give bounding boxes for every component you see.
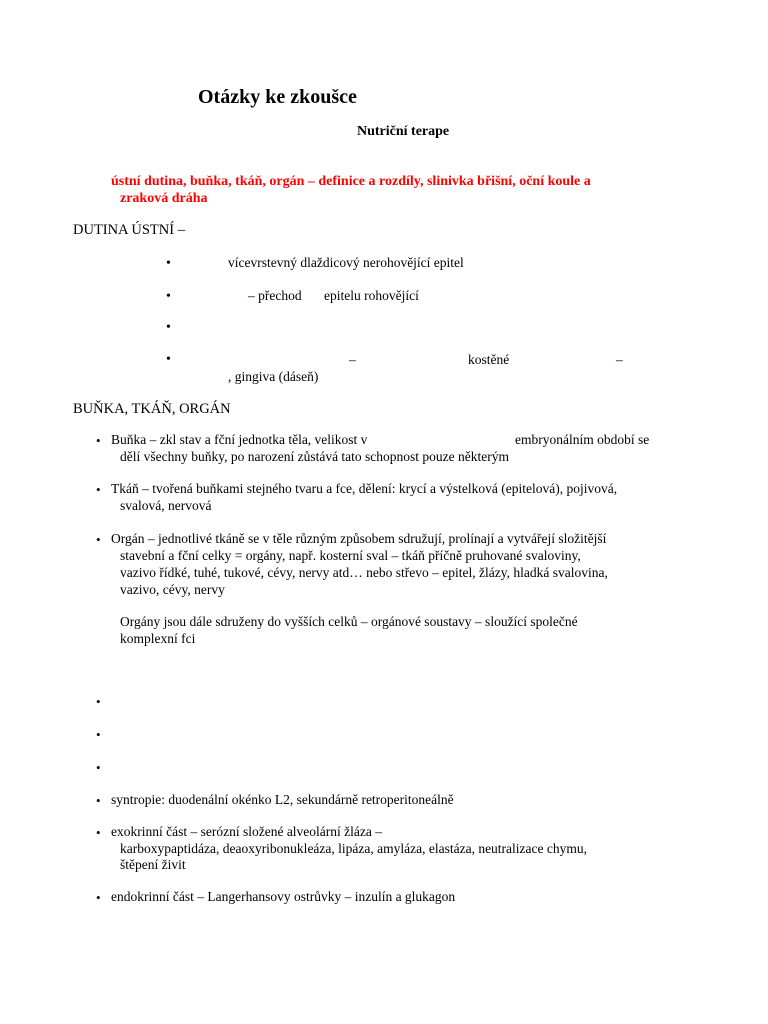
list-item-text: Orgán – jednotlivé tkáně se v těle různým způsobem sdružují, prolínají a vytvářejí složitější: [111, 531, 607, 546]
red-heading-line2: zraková dráha: [120, 191, 208, 206]
page-subtitle: Nutriční terape: [357, 124, 450, 139]
list-item-text: štěpení živit: [120, 857, 186, 872]
list-item-text: – přechod: [248, 288, 302, 303]
bullet-marker: •: [96, 825, 101, 840]
section-heading-dutina: DUTINA ÚSTNÍ –: [73, 222, 185, 238]
list-item-text: –: [349, 352, 356, 367]
list-item-text: vícevrstevný dlaždicový nerohovějící epitel: [228, 255, 464, 270]
list-item-text: svalová, nervová: [120, 498, 212, 513]
bullet-marker: •: [96, 482, 101, 497]
list-item-text: vazivo, cévy, nervy: [120, 582, 225, 597]
bullet-marker: •: [96, 532, 101, 547]
list-item-text: dělí všechny buňky, po narození zůstává tato schopnost pouze některým: [120, 449, 510, 464]
list-item-text: vazivo řídké, tuhé, tukové, cévy, nervy atd… nebo střevo – epitel, žlázy, hladká svalovina,: [120, 565, 608, 580]
list-item-text: embryonálním období se: [515, 432, 650, 447]
list-item-text: –: [616, 352, 623, 367]
bullet-marker: •: [166, 256, 171, 271]
list-item-text: Buňka – zkl stav a fční jednotka těla, velikost v: [111, 432, 368, 447]
list-item-text: kostěné: [468, 352, 510, 367]
list-item-text: endokrinní část – Langerhansovy ostrůvky – inzulín a glukagon: [111, 889, 456, 904]
list-item-text: exokrinní část – serózní složené alveolární žláza –: [111, 824, 383, 839]
list-item-text: karboxypaptidáza, deaoxyribonukleáza, lipáza, amyláza, elastáza, neutralizace chymu,: [120, 841, 588, 856]
bullet-marker: •: [96, 433, 101, 448]
paragraph-text: Orgány jsou dále sdruženy do vyšších celků – orgánové soustavy – sloužící společné: [120, 614, 578, 629]
bullet-marker: •: [96, 760, 101, 775]
bullet-marker: •: [166, 352, 171, 367]
bullet-marker: •: [96, 727, 101, 742]
list-item-text: , gingiva (dáseň): [228, 369, 319, 384]
bullet-marker: •: [166, 320, 171, 335]
section-heading-bunka: BUŇKA, TKÁŇ, ORGÁN: [73, 401, 231, 417]
page-title: Otázky ke zkoušce: [198, 86, 357, 108]
bullet-marker: •: [96, 694, 101, 709]
bullet-marker: •: [96, 890, 101, 905]
list-item-text: syntropie: duodenální okénko L2, sekundárně retroperitoneálně: [111, 792, 454, 807]
list-item-text: epitelu rohovějící: [324, 288, 419, 303]
list-item-text: stavební a fční celky = orgány, např. kosterní sval – tkáň příčně pruhované svaloviny,: [120, 548, 581, 563]
bullet-marker: •: [96, 793, 101, 808]
list-item-text: Tkáň – tvořená buňkami stejného tvaru a fce, dělení: krycí a výstelková (epitelová), pojivová,: [111, 481, 618, 496]
bullet-marker: •: [166, 289, 171, 304]
red-heading-line1: ústní dutina, buňka, tkáň, orgán – definice a rozdíly, slinivka břišní, oční koule a: [111, 174, 591, 189]
paragraph-text: komplexní fci: [120, 631, 196, 646]
